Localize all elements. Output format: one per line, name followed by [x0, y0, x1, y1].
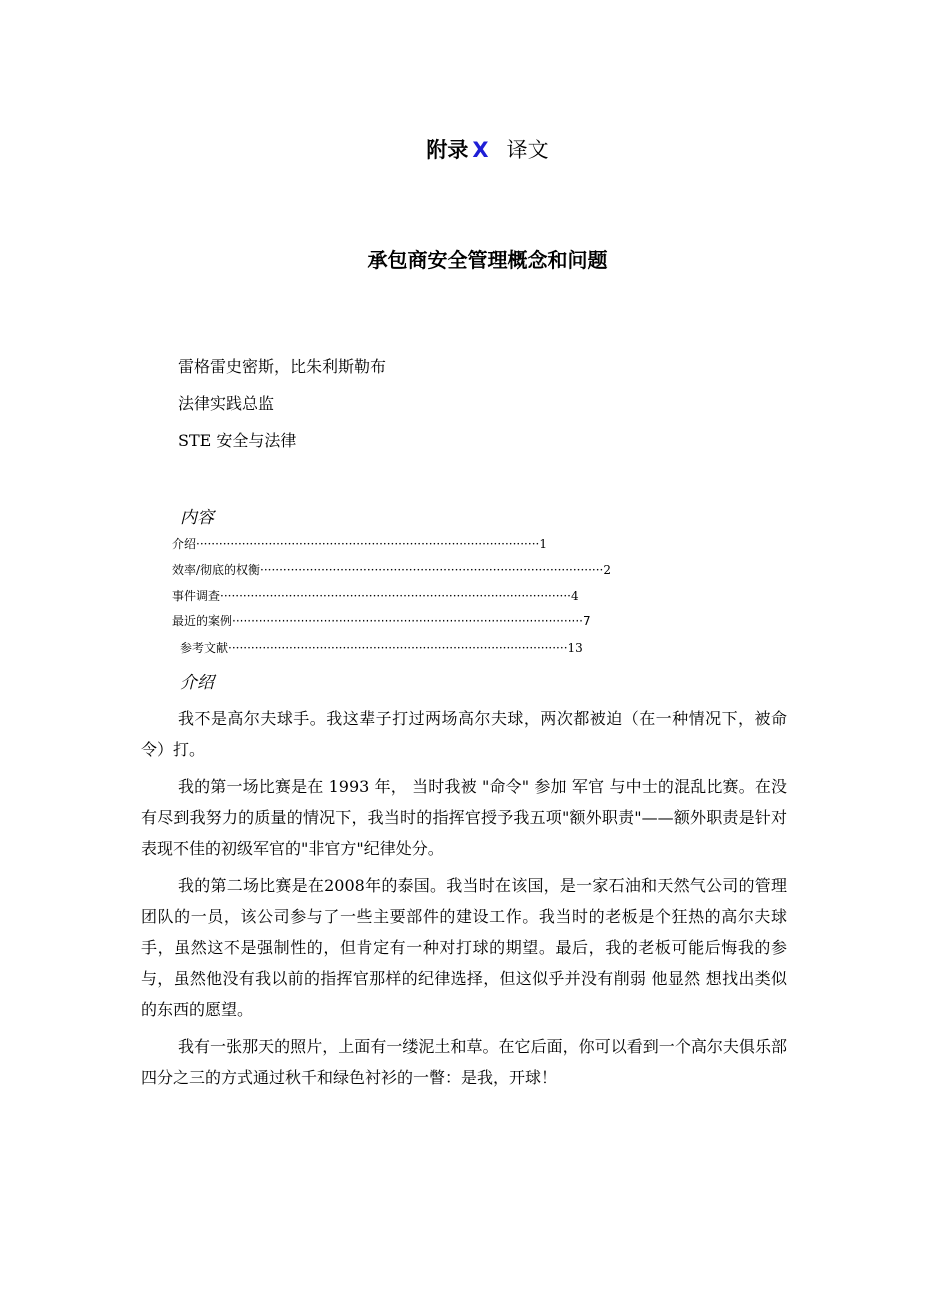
section-heading-intro: 介绍 — [180, 673, 214, 693]
toc-entry-page: 2 — [603, 563, 611, 577]
toc-entry-page: 13 — [567, 641, 583, 655]
toc-entry-label: 效率/彻底的权衡 — [172, 563, 261, 577]
toc-entry-page: 1 — [539, 537, 547, 551]
appendix-prefix: 附录 — [426, 138, 469, 162]
paragraph: 我的第一场比赛是在 1993 年， 当时我被 "命令" 参加 军官 与中士的混乱比赛。在没有尽到我努力的质量的情况下，我当时的指挥官授予我五项"额外职责"——额外职责是针对表现不佳的初级军官的"非官方"纪律处分。 — [141, 777, 787, 858]
appendix-suffix: 译文 — [506, 138, 549, 162]
author-organization: STE 安全与法律 — [178, 431, 297, 450]
intro-body — [141, 703, 787, 1099]
toc-entry-recent-cases[interactable] — [172, 613, 727, 629]
toc-leader-dots: ···························································································· — [232, 614, 583, 628]
toc-leader-dots: ···························································································· — [220, 589, 571, 603]
author-block — [178, 348, 386, 459]
author-name: 雷格雷史密斯，比朱利斯勒布 — [178, 357, 387, 376]
toc-entry-label: 介绍 — [172, 537, 197, 551]
toc-entry-page: 7 — [582, 614, 591, 628]
toc-leader-dots: ·························································································· — [196, 537, 540, 551]
toc-entry-page: 4 — [570, 589, 579, 603]
toc-entry-label: 最近的案例 — [172, 614, 233, 628]
appendix-letter: X — [472, 138, 489, 162]
toc-entry-label: 参考文献 — [180, 641, 229, 655]
toc-entry-intro[interactable] — [172, 536, 697, 552]
toc-entry-label: 事件调查 — [172, 589, 221, 603]
toc-entry-tradeoff[interactable] — [172, 562, 697, 578]
paragraph: 我不是高尔夫球手。我这辈子打过两场高尔夫球，两次都被迫（在一种情况下，被命令）打。 — [141, 709, 787, 759]
author-position: 法律实践总监 — [178, 394, 275, 413]
paragraph: 我有一张那天的照片，上面有一缕泥土和草。在它后面，你可以看到一个高尔夫俱乐部四分之三的方式通过秋千和绿色衬衫的一瞥：是我，开球！ — [141, 1037, 787, 1087]
toc-entry-investigation[interactable] — [172, 588, 712, 604]
toc-leader-dots: ·························································································· — [260, 563, 604, 577]
toc-entry-references[interactable] — [180, 640, 710, 656]
toc-heading: 内容 — [180, 508, 214, 528]
paragraph: 我的第二场比赛是在2008年的泰国。我当时在该国，是一家石油和天然气公司的管理团队的一员，该公司参与了一些主要部件的建设工作。我当时的老板是个狂热的高尔夫球手，虽然这不是强制性的，但肯定有一种对打球的期望。最后，我的老板可能后悔我的参与，虽然他没有我以前的指挥官那样的纪律选择，但这似乎并没有削弱 他显然 想找出类似的东西的愿望。 — [141, 876, 787, 1019]
toc-leader-dots: ························································································· — [228, 641, 568, 655]
appendix-title — [0, 134, 926, 164]
article-title: 承包商安全管理概念和问题 — [367, 248, 608, 272]
